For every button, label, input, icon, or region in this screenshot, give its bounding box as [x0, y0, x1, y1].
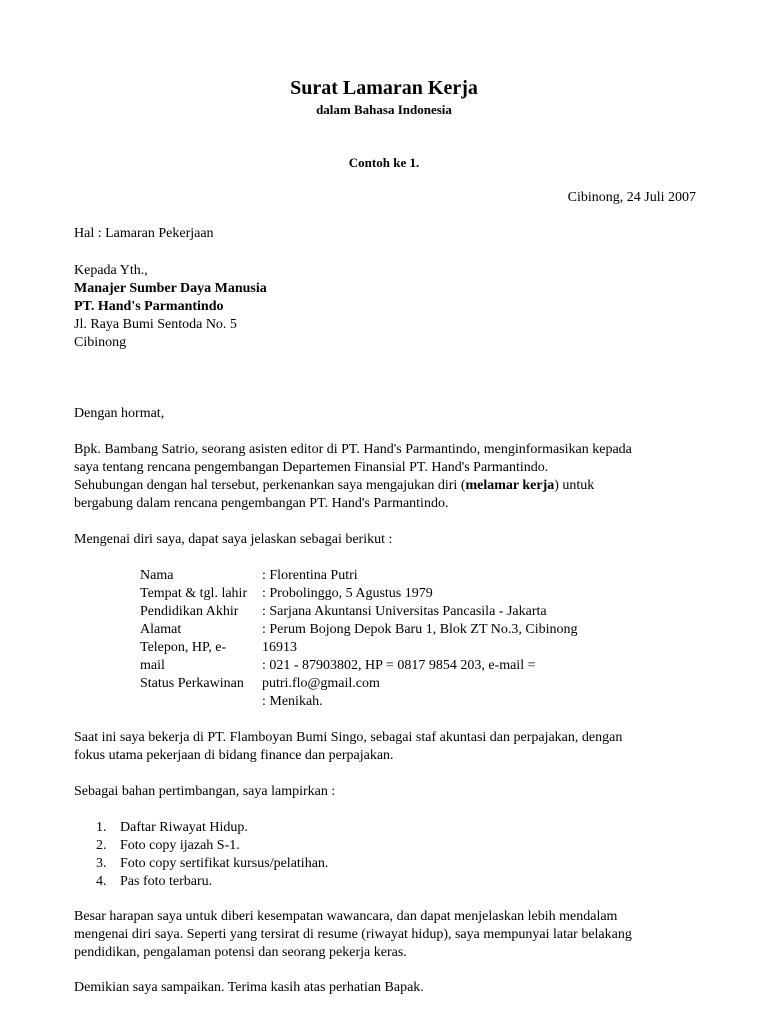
- phone-label-cont: mail: [140, 658, 165, 673]
- email-value: putri.flo@gmail.com: [262, 676, 380, 691]
- address-label: Alamat: [140, 622, 182, 637]
- list-item-text: Daftar Riwayat Hidup.: [120, 820, 248, 835]
- list-item-text: Foto copy ijazah S-1.: [120, 838, 240, 853]
- address-value-postal: 16913: [262, 640, 297, 655]
- recipient-role: Manajer Sumber Daya Manusia: [74, 281, 267, 296]
- letter-date: Cibinong, 24 Juli 2007: [567, 190, 696, 205]
- list-item-number: 2.: [96, 838, 107, 853]
- personal-intro: Mengenai diri saya, dapat saya jelaskan sebagai berikut :: [74, 532, 393, 547]
- list-item-number: 4.: [96, 874, 107, 889]
- list-item-number: 3.: [96, 856, 107, 871]
- closing-line: Demikian saya sampaikan. Terima kasih atas perhatian Bapak.: [74, 980, 424, 995]
- list-item-number: 1.: [96, 820, 107, 835]
- paragraph-text: ) untuk: [554, 478, 595, 493]
- recipient-city: Cibinong: [74, 335, 127, 350]
- education-label: Pendidikan Akhir: [140, 604, 239, 619]
- paragraph-line: Besar harapan saya untuk diberi kesempatan wawancara, dan dapat menjelaskan lebih mendalam: [74, 909, 618, 924]
- birth-label: Tempat & tgl. lahir: [140, 586, 248, 601]
- education-value: : Sarjana Akuntansi Universitas Pancasila - Jakarta: [262, 604, 547, 619]
- letter-subject: Hal : Lamaran Pekerjaan: [74, 226, 214, 241]
- example-heading: Contoh ke 1.: [348, 155, 420, 170]
- paragraph-emphasis: melamar kerja: [465, 478, 555, 493]
- list-item-text: Pas foto terbaru.: [120, 874, 213, 889]
- name-label: Nama: [140, 568, 174, 583]
- list-item-text: Foto copy sertifikat kursus/pelatihan.: [120, 856, 329, 871]
- paragraph-line: [74, 477, 594, 495]
- paragraph-text: Sehubungan dengan hal tersebut, perkenankan saya mengajukan diri (: [74, 478, 466, 493]
- document-title: Surat Lamaran Kerja: [290, 77, 478, 99]
- address-value: : Perum Bojong Depok Baru 1, Blok ZT No.3, Cibinong: [262, 622, 578, 637]
- paragraph-line: saya tentang rencana pengembangan Departemen Finansial PT. Hand's Parmantindo.: [74, 460, 549, 475]
- paragraph-line: bergabung dalam rencana pengembangan PT. Hand's Parmantindo.: [74, 496, 449, 511]
- paragraph-line: pendidikan, pengalaman potensi dan seorang pekerja keras.: [74, 945, 407, 960]
- status-label: Status Perkawinan: [140, 676, 244, 691]
- salutation: Dengan hormat,: [74, 406, 165, 421]
- paragraph-line: Saat ini saya bekerja di PT. Flamboyan Bumi Singo, sebagai staf akuntasi dan perpajakan, dengan: [74, 730, 623, 745]
- recipient-company: PT. Hand's Parmantindo: [74, 299, 224, 314]
- document-subtitle: dalam Bahasa Indonesia: [316, 102, 452, 117]
- attachments-intro: Sebagai bahan pertimbangan, saya lampirkan :: [74, 784, 336, 799]
- name-value: : Florentina Putri: [262, 568, 358, 583]
- recipient-street: Jl. Raya Bumi Sentoda No. 5: [74, 317, 237, 332]
- phone-label: Telepon, HP, e-: [140, 640, 227, 655]
- paragraph-line: fokus utama pekerjaan di bidang finance dan perpajakan.: [74, 748, 394, 763]
- phone-value: : 021 - 87903802, HP = 0817 9854 203, e-mail =: [262, 658, 536, 673]
- status-value: : Menikah.: [262, 694, 323, 709]
- birth-value: : Probolinggo, 5 Agustus 1979: [262, 586, 433, 601]
- paragraph-line: mengenai diri saya. Seperti yang tersirat di resume (riwayat hidup), saya mempunyai latar belakang: [74, 927, 632, 942]
- recipient-greeting: Kepada Yth.,: [74, 263, 148, 278]
- paragraph-line: Bpk. Bambang Satrio, seorang asisten editor di PT. Hand's Parmantindo, menginformasikan kepada: [74, 442, 632, 457]
